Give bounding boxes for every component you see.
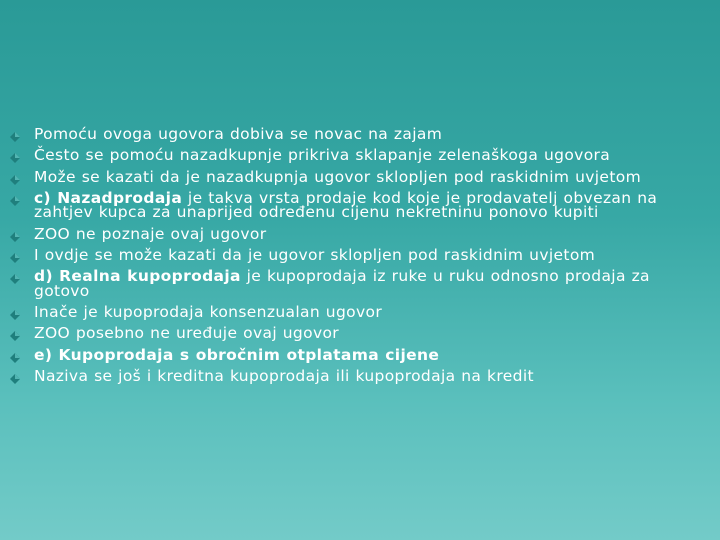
bullet-bold-text: c) Nazadprodaja [34, 188, 183, 207]
diamond-icon [10, 310, 20, 320]
diamond-icon [10, 175, 20, 185]
bullet-text: je kupoprodaja iz ruke u ruku odnosno prodaja za gotovo [34, 267, 650, 300]
diamond-icon [10, 331, 20, 341]
bullet-item [10, 345, 700, 364]
bullet-text: I ovdje se može kazati da je ugovor sklopljen pod raskidnim uvjetom [34, 245, 596, 264]
diamond-icon [10, 253, 20, 263]
diamond-icon [10, 353, 20, 363]
bullet-bold-text: d) Realna kupoprodaja [34, 267, 241, 286]
bullet-item [10, 224, 700, 243]
bullet-item [10, 305, 700, 320]
bullet-text: ZOO posebno ne uređuje ovaj ugovor [34, 324, 340, 343]
bullet-item [10, 167, 700, 186]
bullet-list [10, 127, 700, 390]
bullet-item [10, 269, 700, 298]
bullet-text: Pomoću ovoga ugovora dobiva se novac na zajam [34, 125, 443, 143]
diamond-icon [10, 132, 20, 142]
bullet-item [10, 148, 700, 163]
bullet-item [10, 245, 700, 264]
bullet-text: ZOO ne poznaje ovaj ugovor [34, 224, 267, 243]
bullet-text: je takva vrsta prodaje kod koje je prodavatelj obvezan na zahtjev kupca za unaprijed određenu cijenu nekretninu ponovo kupiti [34, 188, 658, 222]
bullet-text: Često se pomoću nazadkupnje prikriva sklapanje zelenaškoga ugovora [34, 146, 611, 165]
diamond-icon [10, 374, 20, 384]
diamond-icon [10, 196, 20, 206]
bullet-text: Naziva se još i kreditna kupoprodaja ili kupoprodaja na kredit [34, 366, 534, 385]
diamond-icon [10, 274, 20, 284]
bullet-item [10, 366, 700, 385]
bullet-bold-text: e) Kupoprodaja s obročnim otplatama cijene [34, 345, 440, 364]
bullet-item [10, 188, 700, 222]
bullet-text: Inače je kupoprodaja konsenzualan ugovor [34, 303, 383, 322]
bullet-item [10, 127, 700, 142]
bullet-text: Može se kazati da je nazadkupnja ugovor sklopljen pod raskidnim uvjetom [34, 167, 642, 186]
diamond-icon [10, 153, 20, 163]
bullet-item [10, 326, 700, 341]
diamond-icon [10, 232, 20, 242]
